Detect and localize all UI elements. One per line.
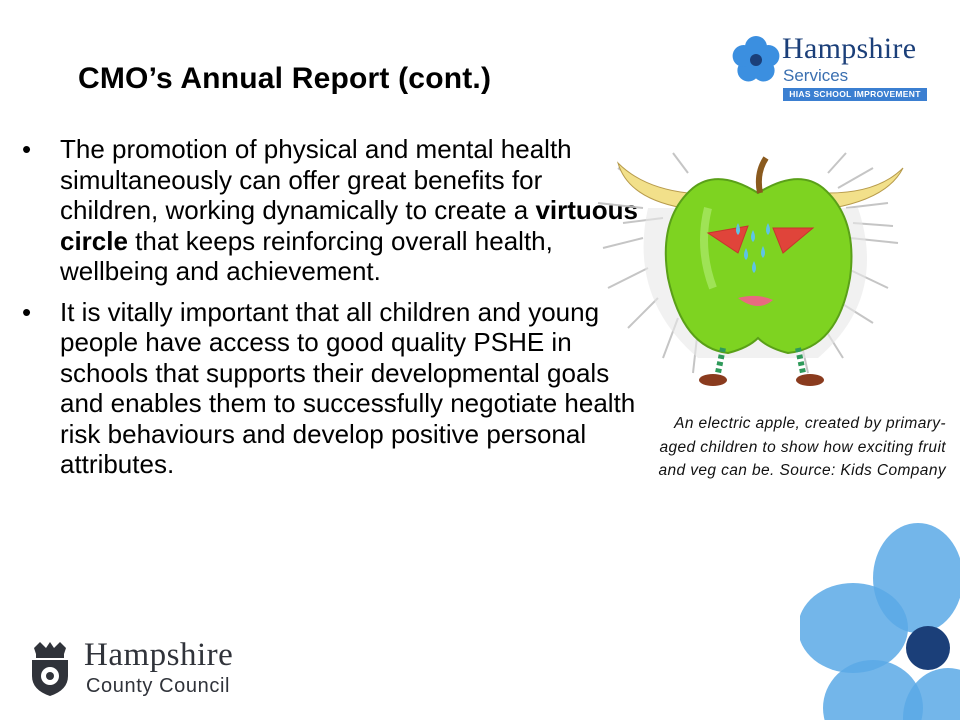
slide-title: CMO’s Annual Report (cont.) — [78, 62, 492, 95]
council-name-line2: County Council — [86, 675, 231, 697]
bullet-list — [22, 134, 642, 490]
logo-school-improvement-bar: HIAS SCHOOL IMPROVEMENT — [783, 88, 927, 101]
bullet-item — [22, 297, 642, 480]
bullet-emphasis: virtuous circle — [60, 195, 639, 256]
county-council-crest-icon — [26, 640, 74, 698]
logo-hampshire-name: Hampshire — [782, 32, 917, 65]
image-caption: An electric apple, created by primary-aged children to show how exciting fruit and veg can be. Source: Kids Company — [658, 415, 946, 479]
logo-services-label: Services — [783, 66, 849, 85]
council-name-line1: Hampshire — [84, 637, 234, 673]
bullet-text: It is vitally important that all children and young people have access to good quality PSHE in schools that supports their developmental goals and enables them to successfully negotiate health risk behaviours and develop positive personal attributes. — [60, 296, 636, 479]
bullet-item — [22, 134, 642, 287]
bullet-text-before: The promotion of physical and mental health simultaneously can offer great benefits for children, working dynamically to create a — [60, 134, 572, 225]
electric-apple-illustration — [588, 148, 928, 408]
decorative-flower-icon — [800, 520, 960, 720]
bullet-text-after: that keeps reinforcing overall health, wellbeing and achievement. — [60, 225, 553, 286]
